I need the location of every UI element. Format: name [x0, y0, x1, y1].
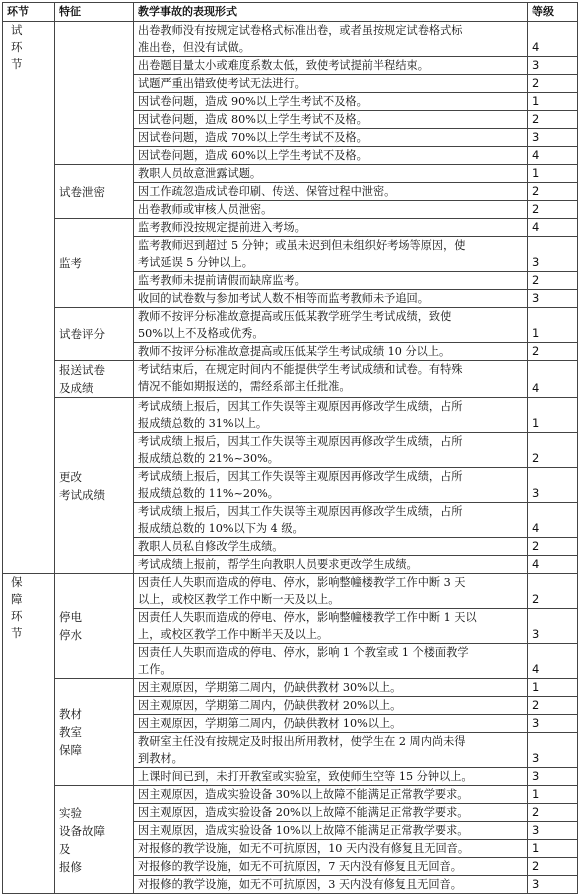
table-body [3, 22, 578, 894]
feature-cell: 报送试卷 及成绩 [55, 361, 134, 398]
table-row [3, 786, 578, 804]
description-cell: 因责任人失职而造成的停电、停水，影响 1 个教室或 1 个楼面教学 工作。 [134, 644, 528, 679]
level-cell: 3 [528, 768, 578, 786]
feature-cell: 实验 设备故障 及 报修 [55, 786, 134, 894]
level-cell: 4 [528, 147, 578, 165]
level-cell: 1 [528, 308, 578, 343]
level-cell: 3 [528, 57, 578, 75]
table-row [3, 165, 578, 183]
description-cell: 因试卷问题，造成 60%以上学生考试不及格。 [134, 147, 528, 165]
level-cell: 4 [528, 22, 578, 57]
table-row [3, 398, 578, 433]
description-cell: 教职人员故意泄露试题。 [134, 165, 528, 183]
level-cell: 3 [528, 237, 578, 272]
description-cell: 因主观原因，造成实验设备 10%以上故障不能满足正常教学要求。 [134, 822, 528, 840]
level-cell: 3 [528, 129, 578, 147]
level-cell: 1 [528, 786, 578, 804]
description-cell: 试题严重出错致使考试无法进行。 [134, 75, 528, 93]
level-cell: 1 [528, 165, 578, 183]
level-cell: 2 [528, 858, 578, 876]
description-cell: 教研室主任没有按规定及时报出所用教材，使学生在 2 周内尚未得 到教材。 [134, 733, 528, 768]
description-cell: 因主观原因，学期第二周内，仍缺供教材 30%以上。 [134, 679, 528, 697]
level-cell: 4 [528, 219, 578, 237]
incident-table [2, 2, 578, 894]
description-cell: 考试成绩上报后，因其工作失误等主观原因再修改学生成绩，占所 报成绩总数的 10%以下为 4 级。 [134, 503, 528, 538]
table-row [3, 308, 578, 343]
description-cell: 监考教师未提前请假而缺席监考。 [134, 272, 528, 290]
description-cell: 出卷教师没有按规定试卷格式标准出卷，或者虽按规定试卷格式标 准出卷，但没有试做。 [134, 22, 528, 57]
level-cell: 3 [528, 468, 578, 503]
level-cell: 2 [528, 804, 578, 822]
description-cell: 出卷题目量太小或难度系数太低，致使考试提前半程结束。 [134, 57, 528, 75]
description-cell: 考试成绩上报后，因其工作失误等主观原因再修改学生成绩，占所 报成绩总数的 11%~20%。 [134, 468, 528, 503]
level-cell: 2 [528, 75, 578, 93]
table-row [3, 361, 578, 398]
level-cell: 1 [528, 93, 578, 111]
header-feature: 特征 [55, 3, 134, 22]
header-description: 教学事故的表现形式 [134, 3, 528, 22]
description-cell: 监考教师迟到超过 5 分钟；或虽未迟到但未组织好考场等原因，使 考试延误 5 分钟以上。 [134, 237, 528, 272]
header-level: 等级 [528, 3, 578, 22]
header-row [3, 3, 578, 22]
description-cell: 教师不按评分标准故意提高或压低某教学班学生考试成绩，致使 50%以上不及格或优秀。 [134, 308, 528, 343]
description-cell: 因试卷问题，造成 90%以上学生考试不及格。 [134, 93, 528, 111]
level-cell: 2 [528, 183, 578, 201]
description-cell: 教职人员私自修改学生成绩。 [134, 538, 528, 556]
description-cell: 因主观原因，学期第二周内，仍缺供教材 10%以上。 [134, 715, 528, 733]
description-cell: 考试结束后，在规定时间内不能提供学生考试成绩和试卷。有特殊 情况不能如期报送的，需经系部主任批准。 [134, 361, 528, 398]
table-row [3, 574, 578, 609]
description-cell: 因工作疏忽造成试卷印刷、传送、保管过程中泄密。 [134, 183, 528, 201]
description-cell: 因责任人失职而造成的停电、停水，影响整幢楼教学工作中断 3 天 以上，或校区教学工作中断一天及以上。 [134, 574, 528, 609]
feature-cell: 试卷泄密 [55, 165, 134, 219]
description-cell: 因主观原因，学期第二周内，仍缺供教材 20%以上。 [134, 697, 528, 715]
description-cell: 因责任人失职而造成的停电、停水，影响整幢楼教学工作中断 1 天以 上，或校区教学工作中断半天及以上。 [134, 609, 528, 644]
level-cell: 2 [528, 343, 578, 361]
description-cell: 监考教师没按规定提前进入考场。 [134, 219, 528, 237]
description-cell: 考试成绩上报后，因其工作失误等主观原因再修改学生成绩，占所 报成绩总数的 31%以上。 [134, 398, 528, 433]
level-cell: 3 [528, 876, 578, 894]
level-cell: 2 [528, 272, 578, 290]
table-row [3, 679, 578, 697]
feature-cell: 更改 考试成绩 [55, 398, 134, 574]
description-cell: 对报修的教学设施，如无不可抗原因，3 天内没有修复且无回音。 [134, 876, 528, 894]
description-cell: 上课时间已到，未打开教室或实验室，致使师生空等 15 分钟以上。 [134, 768, 528, 786]
feature-cell: 试卷评分 [55, 308, 134, 361]
description-cell: 因主观原因，造成实验设备 20%以上故障不能满足正常教学要求。 [134, 804, 528, 822]
level-cell: 2 [528, 433, 578, 468]
table-row [3, 219, 578, 237]
description-cell: 因试卷问题，造成 80%以上学生考试不及格。 [134, 111, 528, 129]
section-cell: 试 环 节 [3, 22, 55, 574]
level-cell: 1 [528, 840, 578, 858]
level-cell: 1 [528, 398, 578, 433]
description-cell: 教师不按评分标准故意提高或压低某学生考试成绩 10 分以上。 [134, 343, 528, 361]
description-cell: 对报修的教学设施，如无不可抗原因，7 天内没有修复且无回音。 [134, 858, 528, 876]
section-cell: 保 障 环 节 [3, 574, 55, 894]
description-cell: 对报修的教学设施，如无不可抗原因，10 天内没有修复且无回音。 [134, 840, 528, 858]
level-cell: 4 [528, 556, 578, 574]
description-cell: 因主观原因，造成实验设备 30%以上故障不能满足正常教学要求。 [134, 786, 528, 804]
feature-cell [55, 22, 134, 165]
description-cell: 考试成绩上报后，因其工作失误等主观原因再修改学生成绩，占所 报成绩总数的 21%~30%。 [134, 433, 528, 468]
level-cell: 2 [528, 111, 578, 129]
description-cell: 考试成绩上报前，帮学生向教职人员要求更改学生成绩。 [134, 556, 528, 574]
level-cell: 4 [528, 361, 578, 398]
header-section: 环节 [3, 3, 55, 22]
level-cell: 1 [528, 679, 578, 697]
level-cell: 4 [528, 644, 578, 679]
description-cell: 出卷教师或审核人员泄密。 [134, 201, 528, 219]
table-row [3, 22, 578, 57]
description-cell: 收回的试卷数与参加考试人数不相等而监考教师未予追回。 [134, 290, 528, 308]
level-cell: 3 [528, 822, 578, 840]
level-cell: 2 [528, 538, 578, 556]
level-cell: 2 [528, 574, 578, 609]
level-cell: 2 [528, 697, 578, 715]
feature-cell: 教材 教室 保障 [55, 679, 134, 786]
level-cell: 3 [528, 290, 578, 308]
feature-cell: 监考 [55, 219, 134, 308]
level-cell: 3 [528, 733, 578, 768]
feature-cell: 停电 停水 [55, 574, 134, 679]
level-cell: 3 [528, 609, 578, 644]
level-cell: 3 [528, 715, 578, 733]
level-cell: 4 [528, 503, 578, 538]
level-cell: 2 [528, 201, 578, 219]
description-cell: 因试卷问题，造成 70%以上学生考试不及格。 [134, 129, 528, 147]
